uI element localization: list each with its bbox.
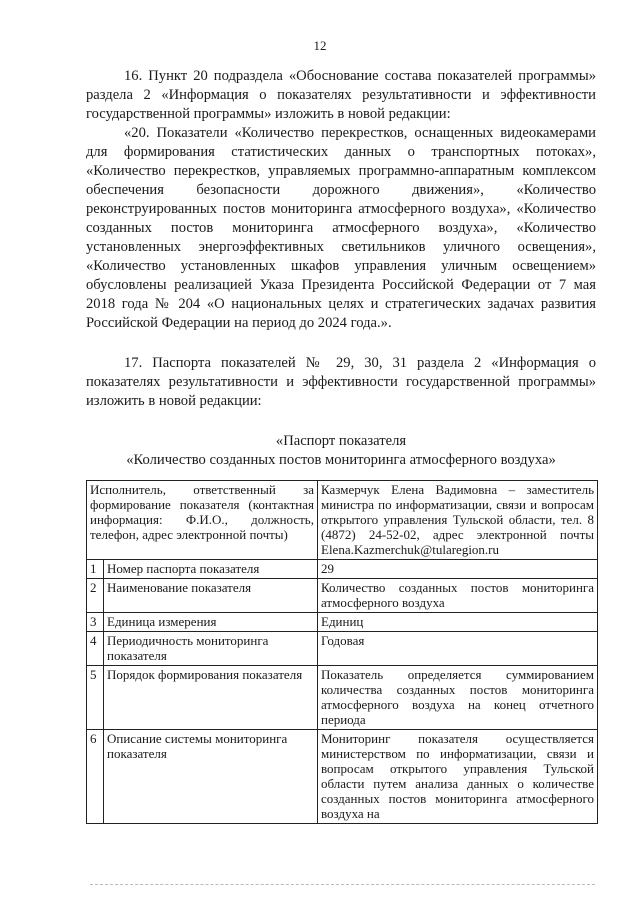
passport-table (86, 480, 598, 824)
row-label: Описание системы мониторинга показателя (104, 730, 318, 824)
table-row (87, 613, 598, 632)
table-row (87, 730, 598, 824)
row-value: Показатель определяется суммированием количества созданных постов мониторинга атмосферного воздуха на конец отчетного периода (318, 666, 598, 730)
row-value: Количество созданных постов мониторинга атмосферного воздуха (318, 579, 598, 613)
passport-title-line1: «Паспорт показателя (275, 433, 407, 449)
row-number: 1 (87, 560, 104, 579)
table-row (87, 666, 598, 730)
table-row (87, 632, 598, 666)
row-label: Порядок формирования показателя (104, 666, 318, 730)
row-number: 3 (87, 613, 104, 632)
row-number: 5 (87, 666, 104, 730)
paragraph-item-17: 17. Паспорта показателей № 29, 30, 31 раздела 2 «Информация о показателях результативности и эффективности государственной программы» изложить в новой редакции: (86, 355, 596, 409)
row-value: Единиц (318, 613, 598, 632)
executor-value: Казмерчук Елена Вадимовна – заместитель министра по информатизации, связи и вопросам открытого управления Тульской области, тел. 8 (4872) 24-52-02, адрес электронной почты Elena.Kazmerchuk@tularegion.ru (318, 481, 598, 560)
row-value: Годовая (318, 632, 598, 666)
row-label: Номер паспорта показателя (104, 560, 318, 579)
passport-title (86, 432, 596, 470)
paragraph-item-20-text: «20. Показатели «Количество перекрестков, оснащенных видеокамерами для формирования статистических данных о транспортных потоках», «Количество перекрестков, управляемых программно-аппаратным комплексом обеспечения безопасности дорожного движения», «Количество реконструированных постов мониторинга атмосферного воздуха», «Количество созданных постов мониторинга атмосферного воздуха», «Количество установленных энергоэффективных светильников уличного освещения», «Количество установленных шкафов управления уличным освещением» обусловлены реализацией Указа Президента Российской Федерации от 7 мая 2018 года № 204 «О национальных целях и стратегических задачах развития Российской Федерации на период до 2024 года.». (86, 125, 596, 331)
row-value: Мониторинг показателя осуществляется министерством по информатизации, связи и вопросам открытого управления Тульской области путем анализа данных о количестве созданных постов мониторинга атмосферного воздуха на (318, 730, 598, 824)
passport-title-line2: «Количество созданных постов мониторинга атмосферного воздуха» (126, 452, 556, 468)
page-number: 12 (313, 38, 327, 53)
table-row (87, 579, 598, 613)
row-label: Единица измерения (104, 613, 318, 632)
row-number: 6 (87, 730, 104, 824)
row-number: 4 (87, 632, 104, 666)
paragraph-item-16: 16. Пункт 20 подраздела «Обоснование состава показателей программы» раздела 2 «Информация о показателях результативности и эффективности государственной программы» изложить в новой редакции: (86, 68, 596, 122)
row-value: 29 (318, 560, 598, 579)
passport-header-row (87, 481, 598, 560)
row-label: Наименование показателя (104, 579, 318, 613)
footer-divider (90, 884, 595, 885)
row-number: 2 (87, 579, 104, 613)
table-row (87, 560, 598, 579)
row-label: Периодичность мониторинга показателя (104, 632, 318, 666)
executor-label: Исполнитель, ответственный за формирование показателя (контактная информация: Ф.И.О., должность, телефон, адрес электронной почты) (87, 481, 318, 560)
